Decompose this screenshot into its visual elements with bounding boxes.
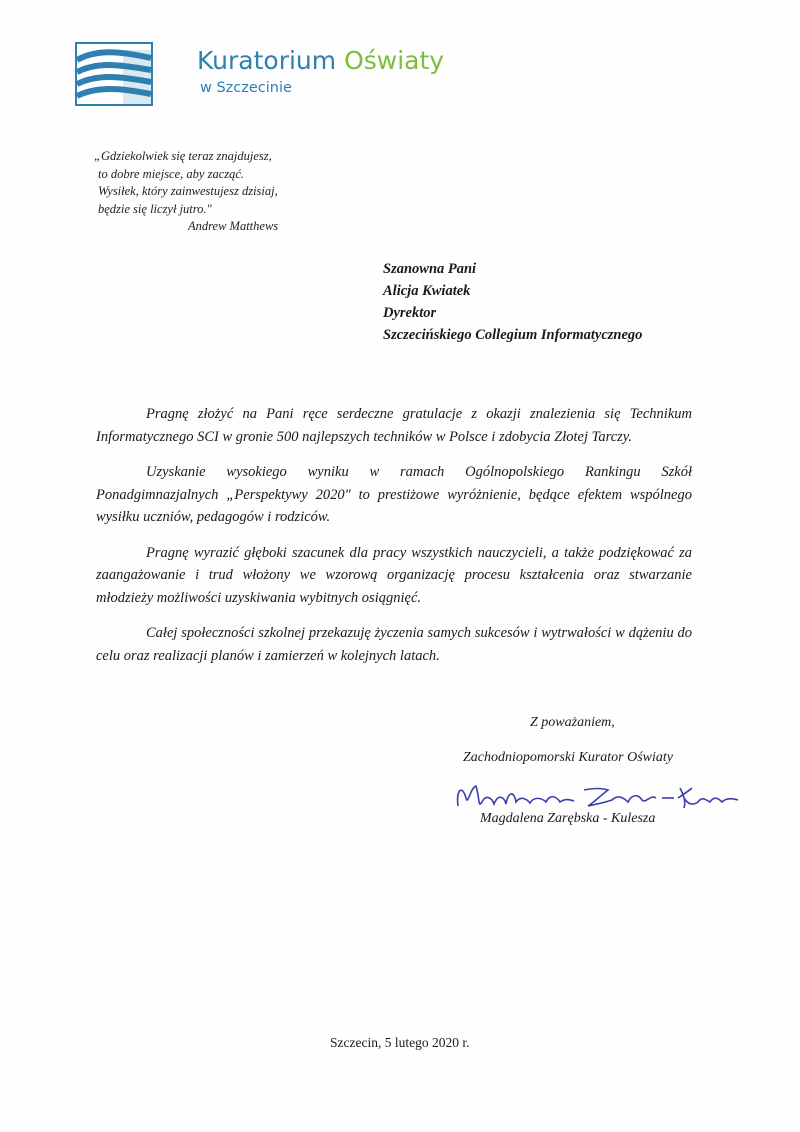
letter-body [96, 403, 692, 680]
body-paragraph: Pragnę złożyć na Pani ręce serdeczne gratulacje z okazji znalezienia się Technikum Informatycznego SCI w gronie 500 najlepszych techników w Polsce i zdobycia Złotej Tarczy. [96, 406, 692, 445]
motto-line: będzie się liczył jutro." [98, 201, 212, 216]
addressee-salutation: Szanowna Pani [383, 261, 477, 277]
motto-author: Andrew Matthews [188, 219, 279, 233]
letter-date: Szczecin, 5 lutego 2020 r. [330, 1035, 470, 1050]
motto-line: Wysiłek, który zainwestujesz dzisiaj, [98, 184, 278, 198]
body-paragraph: Pragnę wyrazić głęboki szacunek dla pracy wszystkich nauczycieli, a także podziękować za zaangażowanie i trud włożony we wzorową organizację procesu kształcenia oraz stwarzanie młodzieży możliwości uzyskiwania wybitnych osiągnięć. [96, 544, 692, 606]
addressee-name: Alicja Kwiatek [383, 283, 471, 299]
org-name-part1: Kuratorium [197, 46, 345, 75]
org-name-part2: Oświaty [344, 46, 445, 75]
closing-regards: Z poważaniem, [530, 715, 615, 730]
signer-name: Magdalena Zarębska - Kulesza [480, 811, 656, 826]
wave-book-logo-icon [75, 42, 153, 106]
body-paragraph: Uzyskanie wysokiego wyniku w ramach Ogólnopolskiego Rankingu Szkół Ponadgimnazjalnych „Perspektywy 2020" to prestiżowe wyróżnienie, będące efektem wspólnego wysiłku uczniów, pedagogów i rodziców. [96, 464, 692, 525]
signer-position: Zachodniopomorski Kurator Oświaty [463, 750, 674, 765]
addressee-institution: Szczecińskiego Collegium Informatycznego [383, 327, 643, 343]
motto-line: to dobre miejsce, aby zacząć. [98, 166, 245, 181]
motto-quote [94, 148, 324, 236]
body-paragraph: Całej społeczności szkolnej przekazuję życzenia samych sukcesów i wytrwałości w dążeniu do celu oraz realizacji planów i zamierzeń w kolejnych latach. [96, 625, 692, 664]
addressee-block [383, 258, 642, 346]
org-city: w Szczecinie [200, 80, 292, 96]
org-name [197, 46, 444, 75]
addressee-role: Dyrektor [383, 305, 437, 321]
motto-line: „Gdziekolwiek się teraz znajdujesz, [94, 149, 272, 163]
